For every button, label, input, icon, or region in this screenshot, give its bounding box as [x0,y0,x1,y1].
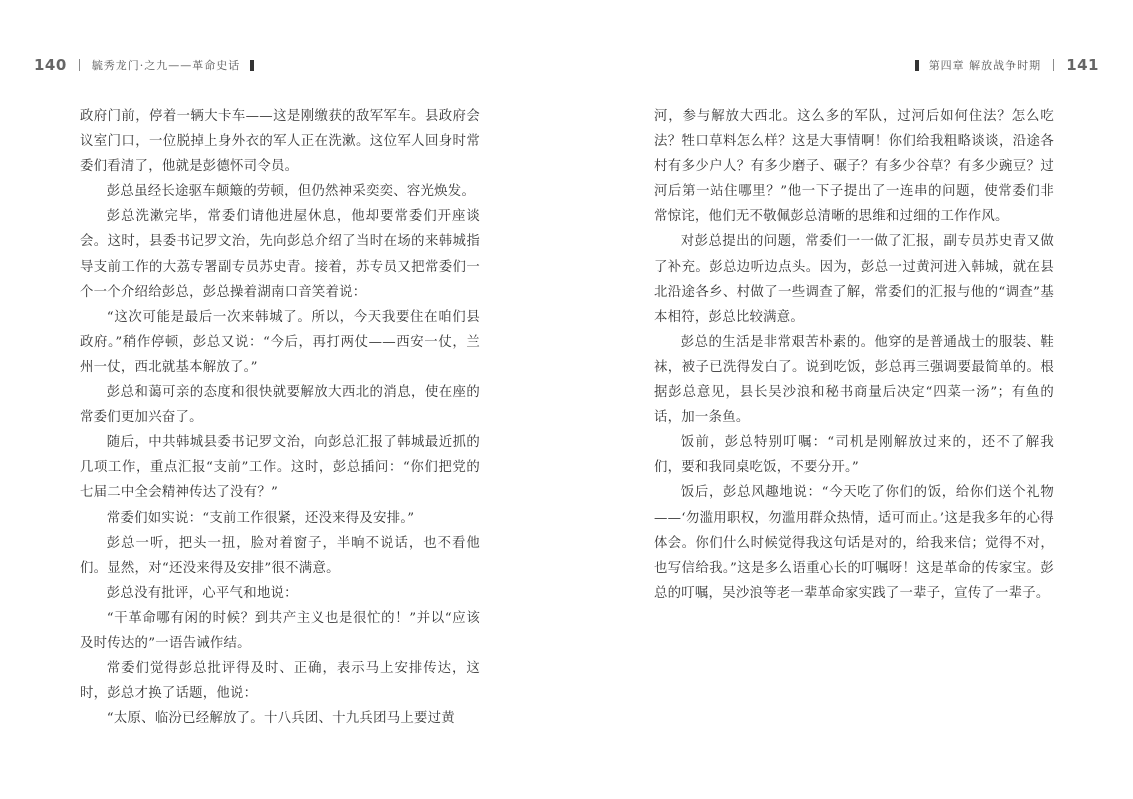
left-page-body [80,104,480,731]
paragraph: 随后，中共韩城县委书记罗文治，向彭总汇报了韩城最近抓的几项工作，重点汇报“支前”工作。这时，彭总插问：“你们把党的七届二中全会精神传达了没有？” [80,435,480,501]
running-title-right: 第四章 解放战争时期 [928,59,1042,72]
paragraph: “太原、临汾已经解放了。十八兵团、十九兵团马上要过黄 [106,711,455,727]
header-marker [915,60,919,71]
paragraph: 彭总的生活是非常艰苦朴素的。他穿的是普通战士的服装、鞋袜，被子已洗得发白了。说到吃饭，彭总再三强调要最简单的。根据彭总意见，县长吴沙浪和秘书商量后决定“四菜一汤”；有鱼的话，加一条鱼。 [654,334,1054,426]
paragraph: 彭总虽经长途驱车颠簸的劳顿，但仍然神采奕奕、容光焕发。 [106,184,476,200]
right-page-body [654,104,1054,606]
paragraph: 常委们觉得彭总批评得及时、正确，表示马上安排传达，这时，彭总才换了话题，他说： [80,661,480,702]
paragraph: 河，参与解放大西北。这么多的军队，过河后如何住法？怎么吃法？牲口草料怎么样？这是大事情啊！你们给我粗略谈谈，沿途各村有多少户人？有多少磨子、碾子？有多少谷草？有多少豌豆？过河后第一站住哪里？”他一下子提出了一连串的问题，使常委们非常惊诧，他们无不敬佩彭总清晰的思维和过细的工作作风。 [654,109,1054,225]
page-number-right: 141 [1066,56,1099,74]
paragraph: 彭总一听，把头一扭，脸对着窗子，半晌不说话，也不看他们。显然，对“还没来得及安排”很不满意。 [80,535,480,576]
header-marker [250,60,254,71]
paragraph: 彭总和蔼可亲的态度和很快就要解放大西北的消息，使在座的常委们更加兴奋了。 [80,385,480,426]
paragraph: 对彭总提出的问题，常委们一一做了汇报，副专员苏史青又做了补充。彭总边听边点头。因为，彭总一过黄河进入韩城，就在县北沿途各乡、村做了一些调查了解，常委们的汇报与他的“调查”基本相符，彭总比较满意。 [654,234,1054,325]
paragraph: 政府门前，停着一辆大卡车——这是刚缴获的敌军军车。县政府会议室门口，一位脱掉上身外衣的军人正在洗漱。这位军人回身时常委们看清了，他就是彭德怀司令员。 [80,109,480,175]
header-divider [79,59,80,71]
right-page-header [905,52,1099,78]
right-page [566,0,1133,799]
paragraph: 饭前，彭总特别叮嘱：“司机是刚解放过来的，还不了解我们，要和我同桌吃饭，不要分开。” [654,435,1054,476]
paragraph: “这次可能是最后一次来韩城了。所以，今天我要住在咱们县政府。”稍作停顿，彭总又说：“今后，再打两仗——西安一仗，兰州一仗，西北就基本解放了。” [80,309,480,375]
left-page-header [34,52,264,78]
paragraph: “干革命哪有闲的时候？到共产主义也是很忙的！”并以“应该及时传达的”一语告诫作结。 [80,610,480,651]
paragraph: 彭总洗漱完毕，常委们请他进屋休息，他却要常委们开座谈会。这时，县委书记罗文治，先向彭总介绍了当时在场的来韩城指导支前工作的大荔专署副专员苏史青。接着，苏专员又把常委们一个一个介绍给彭总，彭总操着湖南口音笑着说： [80,209,480,300]
page-number-left: 140 [34,56,67,74]
paragraph: 常委们如实说：“支前工作很紧，还没来得及安排。” [106,510,415,526]
paragraph: 饭后，彭总风趣地说：“今天吃了你们的饭，给你们送个礼物——‘勿滥用职权，勿滥用群众热情，适可而止。’这是我多年的心得体会。你们什么时候觉得我这句话是对的，给我来信；觉得不对，也写信给我。”这是多么语重心长的叮嘱呀！这是革命的传家宝。彭总的叮嘱，吴沙浪等老一辈革命家实践了一辈子，宣传了一辈子。 [654,485,1054,601]
paragraph: 彭总没有批评，心平气和地说： [106,585,298,601]
running-title-left: 毓秀龙门·之九——革命史话 [91,59,241,72]
header-divider [1053,59,1054,71]
left-page [0,0,566,799]
